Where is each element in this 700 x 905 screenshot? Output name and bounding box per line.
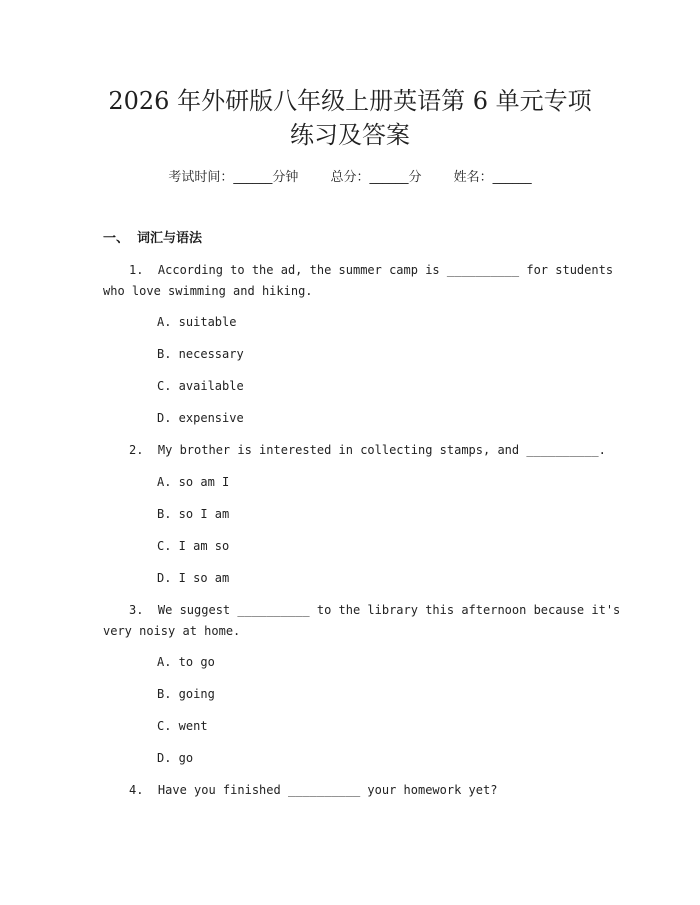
question-4-text: 4. Have you finished __________ your homework yet? bbox=[129, 783, 498, 797]
question-3-text-cont: very noisy at home. bbox=[103, 624, 241, 638]
question-2-option-a: A. so am I bbox=[157, 475, 230, 489]
total-score-field: 总分：______分 bbox=[330, 170, 422, 185]
question-3-option-c: C. went bbox=[157, 719, 208, 733]
question-2-option-d: D. I so am bbox=[157, 571, 230, 585]
question-3-text: 3. We suggest __________ to the library this afternoon because it's bbox=[129, 603, 621, 617]
question-1-text: 1. According to the ad, the summer camp is __________ for students bbox=[129, 263, 614, 277]
exam-info-bar bbox=[0, 168, 700, 188]
section-number: 一、 bbox=[103, 231, 130, 246]
exam-time-field: 考试时间：______分钟 bbox=[168, 170, 299, 185]
question-3-option-d: D. go bbox=[157, 751, 194, 765]
question-2-option-c: C. I am so bbox=[157, 539, 230, 553]
question-1-option-a: A. suitable bbox=[157, 315, 237, 329]
question-2-option-b: B. so I am bbox=[157, 507, 230, 521]
question-1-option-c: C. available bbox=[157, 379, 244, 393]
section-heading bbox=[103, 229, 202, 249]
question-2-text: 2. My brother is interested in collecting stamps, and __________. bbox=[129, 443, 606, 457]
student-name-field: 姓名：______ bbox=[453, 170, 532, 185]
page-title-line-2: 练习及答案 bbox=[290, 121, 410, 149]
section-title: 词汇与语法 bbox=[137, 231, 203, 246]
question-3-option-a: A. to go bbox=[157, 655, 215, 669]
page-title-line-1: 2026 年外研版八年级上册英语第 6 单元专项 bbox=[108, 87, 592, 115]
question-1-option-b: B. necessary bbox=[157, 347, 244, 361]
question-3-option-b: B. going bbox=[157, 687, 215, 701]
question-1-text-cont: who love swimming and hiking. bbox=[103, 284, 313, 298]
question-1-option-d: D. expensive bbox=[157, 411, 244, 425]
